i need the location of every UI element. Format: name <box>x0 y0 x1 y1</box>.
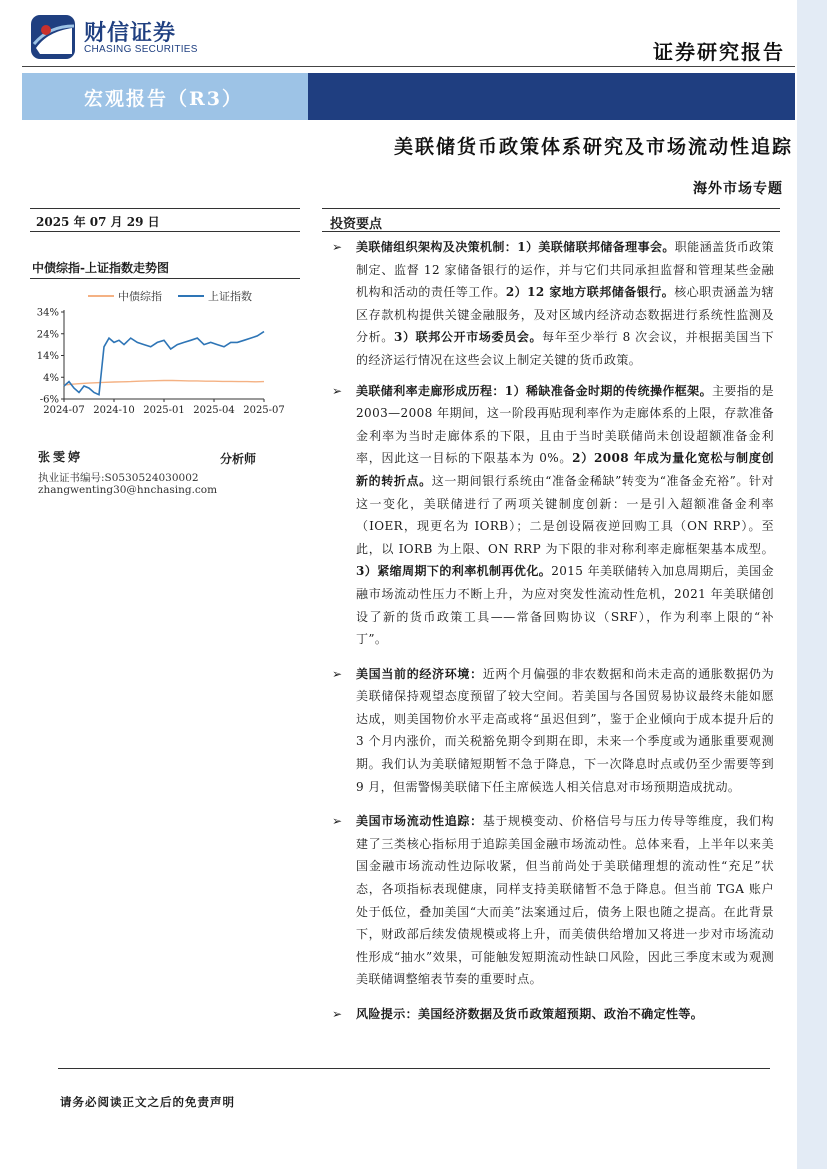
key-point-text: 主要指的是 2003—2008 年期间，这一阶段再贴现利率作为走廊体系的上限，存款准备金利率为当时走廊体系的下限，且由于当时美联储尚未创设超额准备金利率，因此这一目标的下限基本为 0%。 <box>356 383 774 466</box>
key-point-heading: 风险提示：美国经济数据及货币政策超预期、政治不确定性等。 <box>356 1007 704 1021</box>
chart-title-row <box>30 255 300 279</box>
footer-divider <box>58 1068 770 1069</box>
key-point-text: 核心职责涵盖为辖区存款机构提供关键金融服务，及对区域内经济动态数据进行系统性监测及分析。 <box>356 285 775 345</box>
header-divider <box>22 66 795 67</box>
x-tick-label: 2025-04 <box>193 405 235 416</box>
bullet-arrow-icon: ➢ <box>332 666 343 681</box>
key-point-4 <box>330 810 774 991</box>
report-subtitle: 海外市场专题 <box>693 181 783 197</box>
index-trend-chart <box>30 284 300 424</box>
date-row <box>30 208 300 232</box>
x-tick-label: 2025-01 <box>143 405 185 416</box>
key-point-heading: 2）12 家地方联邦储备银行。 <box>505 285 675 300</box>
footer-disclaimer: 请务必阅读正文之后的免责声明 <box>60 1095 235 1109</box>
key-point-heading: 美国市场流动性追踪： <box>356 814 483 829</box>
key-point-text: 每年至少举行 8 次会议，并根据美国当下的经济运行情况在这些会议上制定关键的货币政策。 <box>356 330 775 367</box>
key-point-text: 近两个月偏强的非农数据和尚未走高的通胀数据仍为美联储保持观望态度预留了较大空间。若美国与各国贸易协议最终未能如愿达成，则美国物价水平走高或将“虽迟但到”，鉴于企业倾向于成本提升后的 3 个月内涨价，而关税豁免期令到期在即，未来一个季度或为通胀重要观测期。我们认为美联储短期暂不急于降息，下一次降息时点或仍至少需要等到 9 月，但需警惕美联储下任主席候选人相关信息对市场预期造成扰动。 <box>356 666 774 794</box>
brand-name-cn: 财信证券 <box>84 21 177 46</box>
banner-label-block <box>22 73 308 120</box>
analyst-name: 张雯婷 <box>38 450 84 464</box>
key-point-text: 这一期间银行系统由“准备金稀缺”转变为“准备金充裕”。针对这一变化，美联储进行了两项关键制度创新：一是引入超额准备金利率（IOER，现更名为 IORB）；二是创设隔夜逆回购工具（ON RRP）。至此，以 IORB 为上限、ON RRP 为下限的非对称利率走廊框架基本成型。 <box>356 473 774 556</box>
y-tick-label: 14% <box>36 351 59 362</box>
key-point-5 <box>330 1003 774 1026</box>
key-point-text: 基于规模变动、价格信号与压力传导等维度，我们构建了三类核心指标用于追踪美国金融市场流动性。总体来看，上半年以来美国金融市场流动性边际收紧，但当前尚处于美联储理想的流动性“充足”状态，各项指标表现健康，同样支持美联储暂不急于降息。但当前 TGA 账户处于低位，叠加美国“大而美”法案通过后，债务上限也随之提高。在此背景下，财政部后续发债规模或将上升，而美债供给增加又将进一步对市场流动性形成“抽水”效果，可能触发短期流动性缺口风险，因此三季度末或为观测美联储调整缩表节奏的重要时点。 <box>356 814 774 987</box>
brand-name-en: CHASING SECURITIES <box>84 44 198 55</box>
key-point-text: 2015 年美联储转入加息周期后，美国金融市场流动性压力不断上升，为应对突发性流动性危机，2021 年美联储创设了新的货币政策工具——常备回购协议（SRF），作为利率上限的“补丁”。 <box>356 564 774 647</box>
x-tick-label: 2025-07 <box>243 405 285 416</box>
y-tick-label: 34% <box>36 307 59 319</box>
key-point-heading: 3）联邦公开市场委员会。 <box>393 330 543 345</box>
bullet-arrow-icon: ➢ <box>332 383 343 398</box>
key-point-text: 职能涵盖货币政策制定、监督 12 家储备银行的运作，并与它们共同承担监督和管理某些金融机构和活动的责任等工作。 <box>356 240 774 300</box>
key-point-heading: 美联储组织架构及决策机制：1）美联储联邦储备理事会。 <box>356 240 675 254</box>
key-points <box>330 236 774 1026</box>
banner-label: 宏观报告（R3） <box>84 88 244 110</box>
bullet-arrow-icon: ➢ <box>332 1007 343 1021</box>
brand-logo <box>30 14 198 58</box>
section-title: 投资要点 <box>330 217 383 232</box>
bullet-arrow-icon: ➢ <box>332 814 343 829</box>
key-point-heading: 2）2008 年成为量化宽松与制度创新的转折点。 <box>356 451 774 488</box>
legend-label: 上证指数 <box>208 290 252 303</box>
analyst-email[interactable]: zhangwenting30@hnchasing.com <box>38 484 218 496</box>
analyst-role: 分析师 <box>220 452 257 466</box>
report-title: 美联储货币政策体系研究及市场流动性追踪 <box>393 136 793 158</box>
key-point-3 <box>330 663 774 799</box>
brand-logo-icon <box>30 14 76 60</box>
chart-title: 中债综指-上证指数走势图 <box>32 261 169 275</box>
y-tick-label: 24% <box>36 329 59 341</box>
legend-label: 中债综指 <box>118 290 162 303</box>
x-tick-label: 2024-10 <box>93 405 135 416</box>
key-point-heading: 美国当前的经济环境： <box>356 666 483 681</box>
y-tick-label: 4% <box>43 372 59 384</box>
side-strip <box>797 0 827 1169</box>
section-header <box>322 208 780 232</box>
report-date: 2025 年 07 月 29 日 <box>36 215 160 229</box>
series-line-2 <box>64 332 264 395</box>
analyst-cert-number: 执业证书编号:S0530524030002 <box>38 472 199 484</box>
series-line-1 <box>64 381 264 386</box>
bullet-arrow-icon: ➢ <box>332 240 343 254</box>
key-point-2 <box>330 380 774 651</box>
key-point-heading: 3）紧缩周期下的利率机制再优化。 <box>356 564 552 579</box>
y-tick-label: -6% <box>39 394 59 406</box>
x-tick-label: 2024-07 <box>43 405 85 416</box>
document-type: 证券研究报告 <box>653 40 785 64</box>
key-point-1 <box>330 236 774 372</box>
report-banner <box>22 73 795 120</box>
key-point-heading: 美联储利率走廊形成历程：1）稀缺准备金时期的传统操作框架。 <box>356 383 712 398</box>
chart-svg <box>30 284 300 424</box>
